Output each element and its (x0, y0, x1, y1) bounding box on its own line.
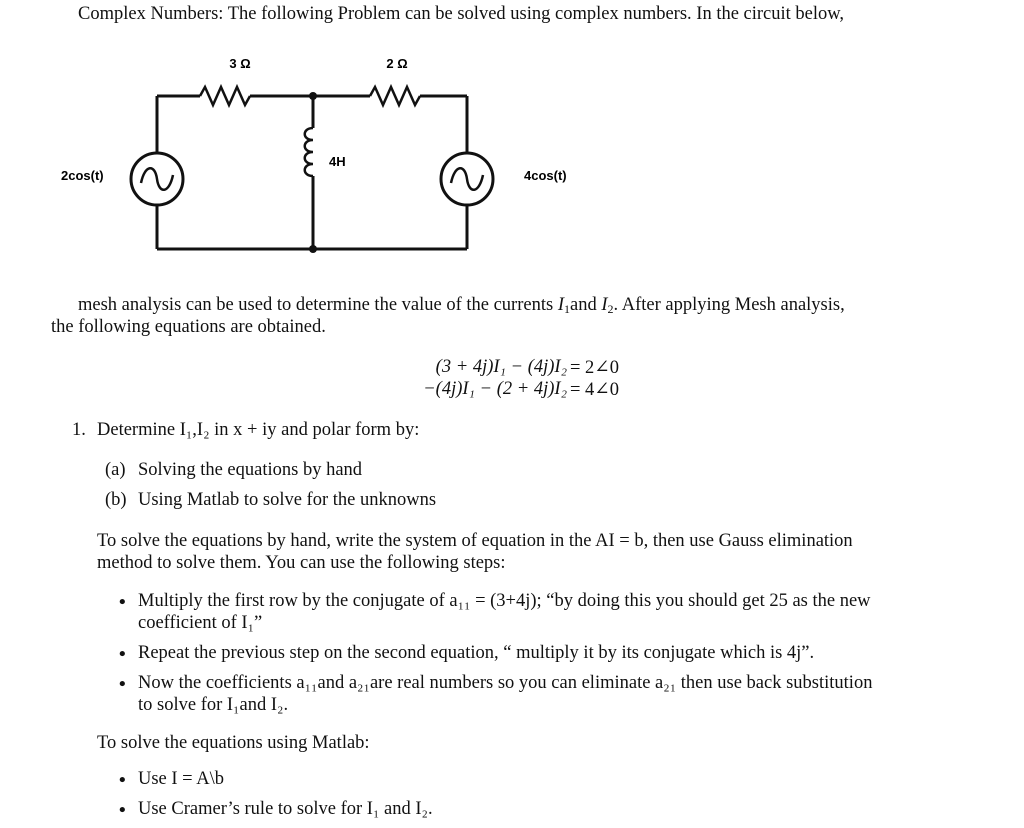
resistor-2-ohm (370, 87, 420, 105)
bullet-icon: • (117, 674, 128, 695)
bullet-icon: • (117, 592, 128, 613)
hand-bullet-3-line-2: to solve for I₁and I₂. (138, 695, 289, 715)
part-a-text: Solving the equations by hand (138, 460, 363, 480)
equation-1-lhs: (3 + 4j)I₁ − (4j)I₂ (435, 357, 567, 377)
hand-bullet-2: Repeat the previous step on the second equation, “ multiply it by its conjugate which is 4j”. (138, 643, 815, 663)
matlab-bullet-2: Use Cramer’s rule to solve for I₁ and I₂. (138, 799, 433, 819)
matlab-intro: To solve the equations using Matlab: (97, 733, 370, 753)
resistor-2-label: 2 Ω (386, 56, 408, 71)
resistor-3-ohm (200, 87, 250, 105)
hand-bullet-1-line-1: Multiply the first row by the conjugate of a₁₁ = (3+4j); “by doing this you should get 25 as the new (138, 591, 871, 611)
hand-bullet-3-line-1: Now the coefficients a₁₁and a₂₁are real numbers so you can eliminate a₂₁ then use back substitution (138, 673, 873, 693)
hand-line-2: method to solve them. You can use the following steps: (97, 553, 506, 573)
question-number: 1. (72, 420, 86, 440)
inductor-4h (305, 128, 313, 176)
hand-bullet-1-line-2: coefficient of I₁” (138, 613, 263, 633)
bullet-icon: • (117, 644, 128, 665)
part-b-text: Using Matlab to solve for the unknowns (138, 490, 437, 510)
junction-top (309, 92, 317, 100)
equation-1-rhs: = 2∠0 (570, 358, 620, 378)
part-a-label: (a) (105, 460, 126, 480)
matlab-bullet-1: Use I = A\b (138, 769, 224, 789)
mesh-line-2: the following equations are obtained. (51, 317, 326, 337)
intro-text: Complex Numbers: The following Problem can be solved using complex numbers. In the circuit below, (78, 4, 845, 24)
mesh-line-1: mesh analysis can be used to determine the value of the currents $I_1and$ $I_2$. After applying Mesh analysis, (78, 295, 845, 316)
inductor-label: 4H (329, 154, 346, 169)
equation-2-rhs: = 4∠0 (570, 380, 620, 400)
source-right-label: 4cos(t) (524, 168, 567, 183)
equation-2-lhs: −(4j)I₁ − (2 + 4j)I₂ (423, 379, 567, 399)
bullet-icon: • (117, 800, 128, 821)
resistor-3-label: 3 Ω (229, 56, 251, 71)
hand-line-1: To solve the equations by hand, write the system of equation in the AI = b, then use Gauss elimination (97, 531, 853, 551)
question-text: Determine I₁,I₂ in x + iy and polar form by: (97, 420, 420, 440)
part-b-label: (b) (105, 490, 127, 510)
junction-bottom (309, 245, 317, 253)
bullet-icon: • (117, 770, 128, 791)
source-left-label: 2cos(t) (61, 168, 104, 183)
circuit-diagram (0, 40, 1024, 310)
